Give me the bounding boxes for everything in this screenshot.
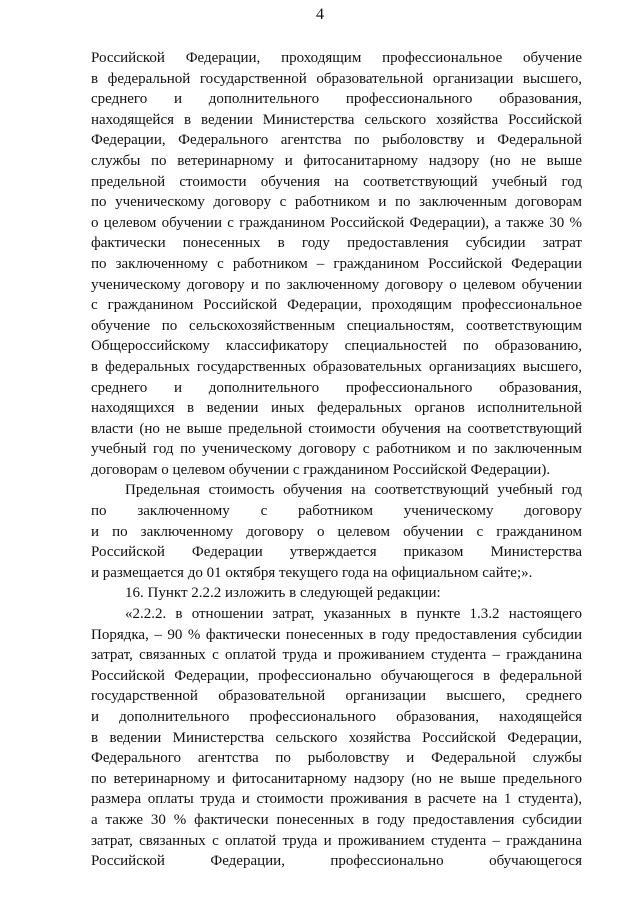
text-line: находящихся в ведении иных федеральных органов исполнительной	[91, 400, 582, 417]
text-line: среднего и дополнительного профессионального образования,	[91, 379, 582, 396]
text-line: службы по ветеринарному и фитосанитарному надзору (но не выше	[91, 152, 582, 169]
text-line: размера оплаты труда и стоимости проживания в расчете на 1 студента),	[91, 791, 582, 808]
text-line: о целевом обучении с гражданином Российской Федерации), а также 30 %	[91, 214, 582, 231]
text-line: Российской Федерации утверждается приказом Министерства	[91, 544, 582, 561]
text-line: ученическому договору и по заключенному договору о целевом обучении	[91, 276, 582, 293]
text-line: и размещается до 01 октября текущего года на официальном сайте;».	[91, 564, 533, 581]
page-number: 4	[316, 6, 324, 23]
text-line: Российской Федерации, профессионально обучающегося	[91, 853, 582, 870]
text-line: обучение по сельскохозяйственным специальностям, соответствующим	[91, 317, 582, 334]
text-line: учебный год по ученическому договору с работником и по заключенным	[91, 441, 582, 458]
text-line: по заключенному с работником ученическому договору	[91, 503, 582, 520]
text-line: предельной стоимости обучения на соответствующий учебный год	[91, 173, 582, 190]
text-line: государственной образовательной организации высшего, среднего	[91, 688, 582, 705]
text-line: власти (но не выше предельной стоимости обучения на соответствующий	[91, 420, 582, 437]
text-line: по заключенному с работником – гражданином Российской Федерации	[91, 255, 582, 272]
text-line: затрат, связанных с оплатой труда и проживанием студента – гражданина	[91, 647, 582, 664]
text-line: Порядка, – 90 % фактически понесенных в году предоставления субсидии	[91, 626, 582, 643]
paragraph	[91, 480, 582, 583]
paragraph	[91, 604, 582, 872]
text-line: по ветеринарному и фитосанитарному надзору (но не выше предельного	[91, 770, 582, 787]
text-line: находящейся в ведении Министерства сельского хозяйства Российской	[91, 111, 582, 128]
text-line: Общероссийскому классификатору специальностей по образованию,	[91, 338, 582, 355]
text-line: договорам о целевом обучении с гражданином Российской Федерации).	[91, 461, 551, 478]
document-body	[91, 48, 582, 872]
text-line: и по заключенному договору о целевом обучении с гражданином	[91, 523, 582, 540]
text-line: в федеральных государственных образовательных организациях высшего,	[91, 358, 582, 375]
text-line: «2.2.2. в отношении затрат, указанных в пункте 1.3.2 настоящего	[125, 606, 582, 623]
text-line: Предельная стоимость обучения на соответствующий учебный год	[125, 482, 582, 499]
paragraph	[91, 583, 582, 604]
text-line: фактически понесенных в году предоставления субсидии затрат	[91, 235, 582, 252]
text-line: 16. Пункт 2.2.2 изложить в следующей редакции:	[125, 585, 441, 602]
text-line: по ученическому договору с работником и по заключенным договорам	[91, 194, 582, 211]
text-line: Российской Федерации, проходящим профессиональное обучение	[91, 50, 582, 66]
text-line: затрат, связанных с оплатой труда и проживанием студента – гражданина	[91, 832, 582, 849]
paragraph	[91, 48, 582, 480]
text-line: в федеральной государственной образовательной организации высшего,	[91, 70, 582, 87]
text-line: Российской Федерации, профессионально обучающегося в федеральной	[91, 667, 582, 684]
text-line: а также 30 % фактически понесенных в году предоставления субсидии	[91, 811, 582, 828]
text-line: в ведении Министерства сельского хозяйства Российской Федерации,	[91, 729, 582, 746]
text-line: Федерации, Федерального агентства по рыболовству и Федеральной	[91, 132, 582, 149]
text-line: и дополнительного профессионального образования, находящейся	[91, 709, 582, 725]
text-line: Федерального агентства по рыболовству и Федеральной службы	[91, 750, 582, 767]
text-line: с гражданином Российской Федерации, проходящим профессиональное	[91, 297, 582, 314]
text-line: среднего и дополнительного профессионального образования,	[91, 91, 582, 108]
